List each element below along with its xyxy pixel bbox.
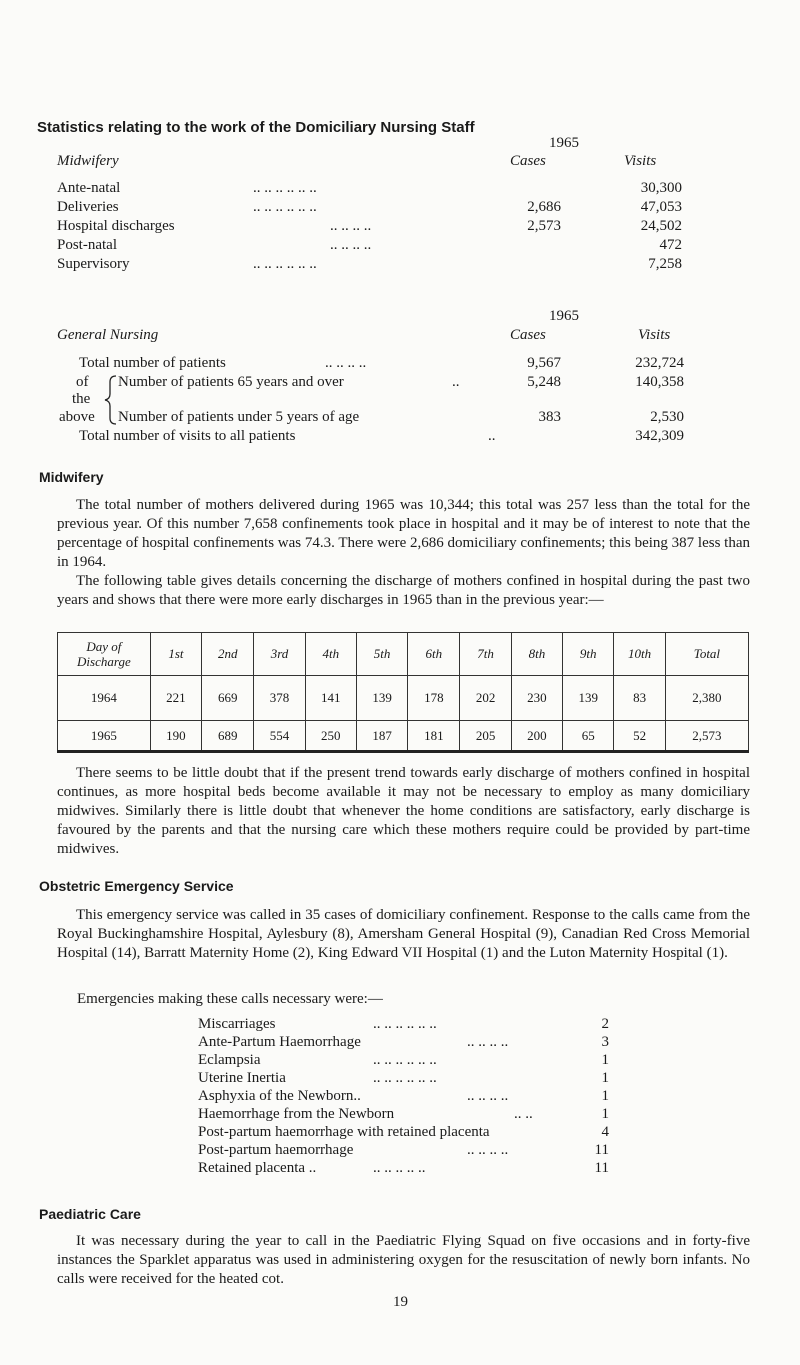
section-heading: General Nursing [57,327,159,343]
table-header: Day of Discharge [58,633,151,676]
table-header: 6th [408,633,460,676]
side-label: of [76,374,89,390]
discharge-table [57,632,749,753]
table-header: 8th [511,633,562,676]
paragraph: This emergency service was called in 35 cases of domiciliary confinement. Response to the calls came from the Royal Buckinghamshire Hospital, Aylesbury (8), Amersham General Hospital (9), Canadian Red Cross Memorial Hospital (14), Barratt Maternity Home (2), King Edward VII Hospital (1) and the Luton Maternity Hospital (1). [57,907,750,961]
obstetric-heading: Obstetric Emergency Service [39,878,234,894]
paragraph: It was necessary during the year to call in the Paediatric Flying Squad on five occasions and in forty-five instances the Sparklet apparatus was used in administering oxygen for the resuscitation of newly born infants. No calls were received for the heated cot. [57,1233,750,1287]
table-row: 1965 190 689 554 250 187 181 205 200 65 52 2,573 [58,721,749,752]
midwifery-heading: Midwifery [39,469,104,485]
table-header: 1st [150,633,201,676]
section-heading: Midwifery [57,153,119,169]
table-header: 9th [563,633,614,676]
emergencies-intro: Emergencies making these calls necessary were:— [77,991,383,1007]
paragraph: The total number of mothers delivered during 1965 was 10,344; this total was 257 less than the total for the previous year. Of this number 7,658 confinements took place in hospital and it may be of interest to note that the percentage of hospital confinements was 74.3. There were 2,686 domiciliary confinements; this being 387 less than in 1964. [57,497,750,570]
side-label: the [72,391,91,407]
paediatric-heading: Paediatric Care [39,1206,141,1222]
page-title: Statistics relating to the work of the Domiciliary Nursing Staff [37,119,475,136]
brace-icon [104,374,118,426]
cases-header: Cases [510,327,546,343]
table-row: 1964 221 669 378 141 139 178 202 230 139 83 2,380 [58,676,749,721]
table-header-row [58,633,749,676]
table-header: 2nd [202,633,254,676]
table-header: 4th [305,633,356,676]
cases-header: Cases [510,153,546,169]
table-header: Total [665,633,748,676]
table-header: 7th [460,633,511,676]
paragraph: The following table gives details concerning the discharge of mothers confined in hospital during the past two years and shows that there were more early discharges in 1965 than in the previous year:— [57,573,750,608]
year-label: 1965 [549,308,579,324]
visits-header: Visits [638,327,671,343]
table-header: 5th [356,633,407,676]
table-header: 3rd [254,633,305,676]
page-number: 19 [393,1294,408,1310]
visits-header: Visits [624,153,657,169]
paragraph: There seems to be little doubt that if the present trend towards early discharge of mothers confined in hospital continues, as more hospital beds become available it may not be necessary to employ as many domiciliary midwives. Similarly there is little doubt that whenever the home conditions are satisfactory, early discharge is favoured by the parents and that the nursing care which these mothers require could be provided by part-time midwives. [57,765,750,857]
table-header: 10th [614,633,665,676]
year-label: 1965 [549,135,579,151]
side-label: above [59,409,95,425]
